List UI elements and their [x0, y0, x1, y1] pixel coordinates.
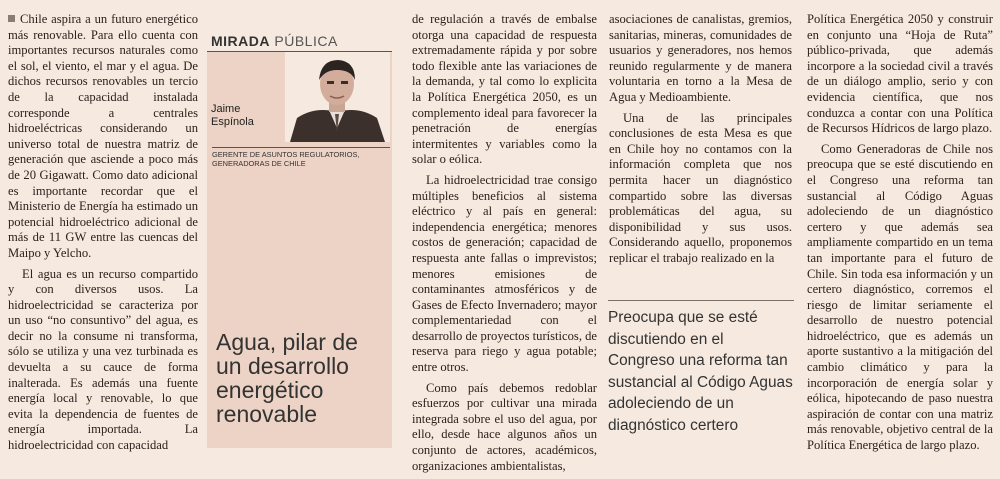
- rubric-bold: MIRADA: [211, 33, 270, 49]
- paragraph: Como país debemos redoblar esfuerzos por cultivar una mirada integrada sobre el uso del agua, por ello, desde hace algunos años un conjunto de actores, académicos, organizaciones ambientalistas,: [412, 380, 597, 473]
- article-column-5: [807, 12, 993, 459]
- author-first-name: Jaime: [211, 103, 241, 115]
- section-rubric: [207, 30, 392, 52]
- rubric-light: PÚBLICA: [274, 33, 338, 49]
- pull-quote: Preocupa que se esté discutiendo en el Congreso una reforma tan sustancial al Código Aguas adoleciendo de un diagnóstico certero: [608, 300, 794, 436]
- paragraph: Una de las principales conclusiones de esta Mesa es que en Chile hoy no contamos con la información completa que nos permita hacer un diagnóstico compartido sobre las diversas problemáticas del agua, su disponibilidad y sus usos. Considerando aquello, proponemos replicar el trabajo realizado en la: [609, 110, 792, 265]
- paragraph: [8, 12, 198, 262]
- author-last-name: Espínola: [211, 116, 254, 128]
- paragraph: Política Energética 2050 y construir en conjunto una “Hoja de Ruta” público-privada, que además incorpore a la sociedad civil a través de un diálogo amplio, serio y con evidencia científica, que nos conduzca a contar con una Política de Recursos Hídricos de largo plazo.: [807, 12, 993, 136]
- paragraph: El agua es un recurso compartido y con diversos usos. La hidroelectricidad se caracteriza por un uso “no consuntivo” del agua, es decir no la consume ni transforma, sólo se utiliza y una vez turbinada es devuelta a su cauce de forma inalterada. Es además una fuente energía local y renovable, lo que evita la dependencia de fuentes de energía importada. La hidroelectricidad con capacidad: [8, 266, 198, 453]
- paragraph-text: Chile aspira a un futuro energético más renovable. Para ello cuenta con importantes recursos naturales como el sol, el viento, el mar y el agua. De dichos recursos renovables un tercio de la capacidad instalada corresponde a centrales hidroeléctricas considerando un universo total de nuestra matriz de generación que asciende a poco más de 20 Gigawatt. Como dato adicional es importante recordar que el Ministerio de Energía ha estimado un potencial hidroeléctrico adicional de más de 11 GW entre las cuencas del Maipo y Yelcho.: [8, 12, 198, 260]
- paragraph: Como Generadoras de Chile nos preocupa que se esté discutiendo en el Congreso una reforma tan sustancial al Código Aguas adoleciendo de un diagnóstico certero y que además sea ampliamente compartido en un tema tan importante para el futuro de Chile. Sin toda esa información y un certero diagnóstico, corremos el riesgo de limitar seriamente el desarrollo de nuestro potencial hidroeléctrico, que es además un aporte sustantivo a la mitigación del cambio climático y para la incorporación de energía solar y eólica, hipotecando de paso nuestra aspiración de contar con una matriz más renovable, objetivo central de la Política Energética de largo plazo.: [807, 141, 993, 453]
- author-role: GERENTE DE ASUNTOS REGULATORIOS, GENERADORAS DE CHILE: [212, 147, 390, 168]
- paragraph: La hidroelectricidad trae consigo múltiples beneficios al sistema eléctrico y al país en general: independencia energética; menores costos de generación; capacidad de respuesta ante fallas o imprevistos; menores emisiones de contaminantes atmosféricos y de Gases de Efecto Invernadero; mayor complementariedad con el desarrollo de proyectos turísticos, de reserva para riego y agua potable; entre otros.: [412, 172, 598, 375]
- paragraph: asociaciones de canalistas, gremios, sanitarias, mineras, comunidades de usuarios y generadores, nos hemos reunido regularmente y de manera voluntaria en torno a la Mesa de Agua y Medioambiente.: [609, 12, 792, 104]
- author-portrait: [285, 52, 390, 142]
- square-bullet-icon: [8, 15, 15, 22]
- author-name: [211, 103, 254, 129]
- article-headline: Agua, pilar de un desarrollo energético renovable: [216, 329, 358, 427]
- paragraph: de regulación a través de embalse otorga una capacidad de respuesta extremadamente rápida y por sobre todo flexible ante las variaciones de la demanda, y tal como lo explicita la Política Energética 2050, es un complemento ideal para favorecer la penetración de energías intermitentes y variables como la solar o eólica.: [412, 12, 597, 167]
- article-column-4: [609, 12, 792, 272]
- article-column-1: [8, 12, 198, 459]
- article-column-3: [412, 12, 597, 479]
